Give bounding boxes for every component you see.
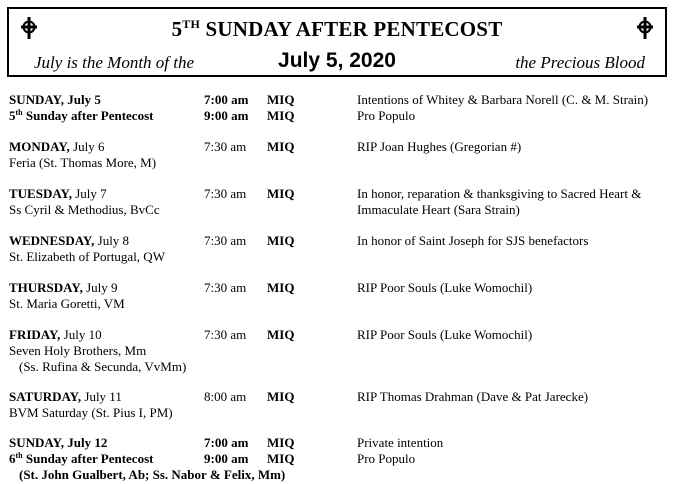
- day-heading: MONDAY, July 6: [9, 139, 105, 154]
- day-heading: SUNDAY, July 5: [9, 92, 101, 107]
- mass-location: MIQ: [267, 92, 295, 107]
- mass-location: MIQ: [267, 233, 295, 248]
- mass-location: MIQ: [267, 435, 295, 450]
- mass-time: 7:30 am: [204, 327, 247, 342]
- mass-intention: Immaculate Heart (Sara Strain): [357, 202, 520, 217]
- mass-intention: In honor, reparation & thanksgiving to Sacred Heart &: [357, 186, 642, 201]
- mass-time: 7:30 am: [204, 280, 247, 295]
- day-heading: TUESDAY, July 7: [9, 186, 107, 201]
- mass-intention: RIP Poor Souls (Luke Womochil): [357, 327, 533, 342]
- month-dedication-left: July is the Month of the: [34, 53, 195, 72]
- mass-intention: Pro Populo: [357, 108, 416, 123]
- mass-location: MIQ: [267, 139, 295, 154]
- page-title: 5TH SUNDAY AFTER PENTECOST: [171, 17, 503, 41]
- mass-time: 9:00 am: [204, 451, 249, 466]
- feast-name: 6th Sunday after Pentecost: [9, 451, 154, 466]
- mass-intention: RIP Thomas Drahman (Dave & Pat Jarecke): [357, 389, 589, 404]
- feast-name: 5th Sunday after Pentecost: [9, 108, 154, 123]
- feast-name: Seven Holy Brothers, Mm: [9, 343, 147, 358]
- mass-location: MIQ: [267, 186, 295, 201]
- mass-intention: Intentions of Whitey & Barbara Norell (C. & M. Strain): [357, 92, 649, 107]
- day-heading: THURSDAY, July 9: [9, 280, 118, 295]
- mass-time: 7:30 am: [204, 186, 247, 201]
- month-dedication-right: the Precious Blood: [515, 53, 645, 72]
- mass-location: MIQ: [267, 327, 295, 342]
- day-heading: SATURDAY, July 11: [9, 389, 122, 404]
- mass-intention: Pro Populo: [357, 451, 416, 466]
- day-heading: FRIDAY, July 10: [9, 327, 102, 342]
- mass-location: MIQ: [267, 389, 295, 404]
- feast-commemoration: (St. John Gualbert, Ab; Ss. Nabor & Felix, Mm): [19, 467, 286, 482]
- day-heading: SUNDAY, July 12: [9, 435, 108, 450]
- mass-time: 7:00 am: [204, 435, 249, 450]
- feast-name: Feria (St. Thomas More, M): [9, 155, 157, 170]
- mass-time: 8:00 am: [204, 389, 247, 404]
- header-subline: [9, 49, 665, 75]
- mass-intention: RIP Joan Hughes (Gregorian #): [357, 139, 522, 154]
- mass-time: 7:30 am: [204, 139, 247, 154]
- mass-time: 7:00 am: [204, 92, 249, 107]
- mass-time: 7:30 am: [204, 233, 247, 248]
- mass-location: MIQ: [267, 280, 295, 295]
- mass-location: MIQ: [267, 451, 295, 466]
- feast-name: Ss Cyril & Methodius, BvCc: [9, 202, 160, 217]
- mass-intention: In honor of Saint Joseph for SJS benefactors: [357, 233, 589, 248]
- header-date: July 5, 2020: [278, 49, 396, 72]
- feast-commemoration: (Ss. Rufina & Secunda, VvMm): [19, 359, 187, 374]
- header-box: [7, 7, 667, 77]
- feast-name: St. Elizabeth of Portugal, QW: [9, 249, 165, 264]
- feast-name: St. Maria Goretti, VM: [9, 296, 125, 311]
- mass-intention: RIP Poor Souls (Luke Womochil): [357, 280, 533, 295]
- mass-intention: Private intention: [357, 435, 444, 450]
- feast-name: BVM Saturday (St. Pius I, PM): [9, 405, 173, 420]
- mass-location: MIQ: [267, 108, 295, 123]
- mass-time: 9:00 am: [204, 108, 249, 123]
- day-heading: WEDNESDAY, July 8: [9, 233, 130, 248]
